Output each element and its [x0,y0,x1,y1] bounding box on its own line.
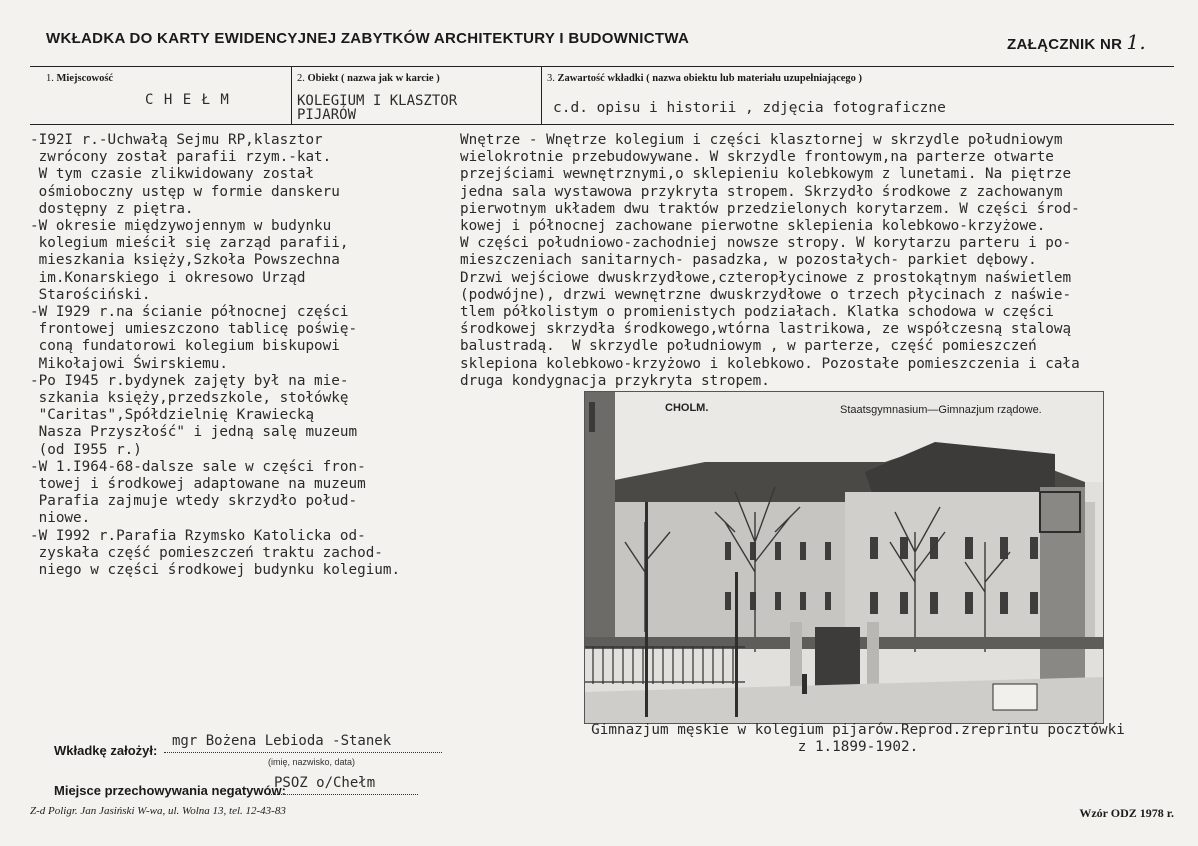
storage-value: PSOZ o/Chełm [274,775,376,791]
author-dotted-line [164,752,442,753]
field-number: 2. [297,73,305,84]
field-object-value: KOLEGIUM I KLASZTOR PIJARÓW [297,93,458,123]
field-number: 1. [46,73,54,84]
form-id: Wzór ODZ 1978 r. [1079,806,1174,820]
table-top-rule [30,66,1174,67]
field-contents-value: c.d. opisu i historii , zdjęcia fotograficzne [553,100,946,116]
field-label-text: Obiekt ( nazwa jak w karcie ) [307,73,440,84]
field-object-label [297,73,440,84]
postcard-photo [584,391,1104,724]
annex-label-group [1007,30,1146,54]
field-locality-label [46,73,113,84]
author-value: mgr Bożena Lebioda -Stanek [172,733,392,749]
author-label: Wkładkę założył: [54,743,158,758]
interior-description-text: Wnętrze - Wnętrze kolegium i części klasztornej w skrzydle południowym wielokrotnie przebudowywane. W skrzydle frontowym,na parterze otwarte przejściami wewnętrznymi,o sklepieniu kolebkowym z lunetami. Na piętrze jedna sala wystawowa przykryta stropem. Skrzydło środkowe z zachowanym pierwotnym układem dwu traktów przedzielonych korytarzem. W części środ- kowej i północnej zachowane pierwotne sklepienia kolebkowo-krzyżowe. W części południowo-zachodniej nowsze stropy. W korytarzu parteru i po- mieszczeniach sanitarnych- pasadzka, w pozostałych- parkiet dębowy. Drzwi wejściowe dwuskrzydłowe,czteropłycinowe z prostokątnym naświetlem (podwójne), drzwi wewnętrzne dwuskrzydłowe o trzech płycinach z naświe- tlem półkolistym o promienistych podziałach. Klatka schodowa w części środkowej skrzydła środkowego,wtórna lastrikowa, ze współczesną stalową balustradą. W skrzydle południowym , w parterze, część pomieszczeń sklepiona kolebkowo-krzyżowo i kolebkowo. Pozostałe pomieszczenia i cała druga kondygnacja przykryta stropem. [460,132,1080,389]
field-label-text: Zawartość wkładki ( nazwa obiektu lub materiału uzupełniającego ) [557,73,863,84]
postcard-title-label: Staatsgymnasium—Gimnazjum rządowe. [840,404,1042,416]
annex-number: 1. [1126,30,1146,54]
table-divider-2 [541,66,542,124]
table-divider-1 [291,66,292,124]
field-label-text: Miejscowość [56,73,114,84]
table-bottom-rule [30,124,1174,125]
storage-dotted-line [266,794,418,795]
annex-label: ZAŁĄCZNIK NR [1007,36,1123,53]
author-hint: (imię, nazwisko, data) [268,757,356,767]
printer-info: Z-d Poligr. Jan Jasiński W-wa, ul. Wolna 13, tel. 12-43-83 [30,805,286,817]
postcard-image [585,392,1103,723]
form-title: WKŁADKA DO KARTY EWIDENCYJNEJ ZABYTKÓW ARCHITEKTURY I BUDOWNICTWA [46,30,690,47]
field-locality-value: C H E Ł M [145,92,230,108]
history-text: -I92I r.-Uchwałą Sejmu RP,klasztor zwrócony został parafii rzym.-kat. W tym czasie zlikwidowany został ośmioboczny ustęp w formie danskeru dostępny z piętra. -W okresie międzywojennym w budynku kolegium mieścił się zarząd parafii, mieszkania księży,Szkoła Powszechna im.Konarskiego i okresowo Urząd Starościński. -W I929 r.na ścianie północnej części frontowej umieszczono tablicę poświę- coną fundatorowi kolegium biskupowi Mikołajowi Świrskiemu. -Po I945 r.bydynek zajęty był na mie- szkania księży,przedszkole, stołówkę "Caritas",Spółdzielnię Krawiecką Nasza Przyszłość" i jedną salę muzeum (od I955 r.) -W 1.I964-68-dalsze sale w części fron- towej i środkowej adaptowane na muzeum Parafia zajmuje wtedy skrzydło połud- niowe. -W I992 r.Parafia Rzymsko Katolicka od- zyskała część pomieszczeń traktu zachod- niego w części środkowej budynku kolegium. [30,132,401,579]
field-number: 3. [547,73,555,84]
photo-caption: Gimnazjum męskie w kolegium pijarów.Reprod.zreprintu pocztówki z 1.1899-1902. [591,722,1125,755]
storage-label: Miejsce przechowywania negatywów: [54,783,286,798]
field-contents-label [547,73,862,84]
postcard-city-label: CHOLM. [665,402,709,414]
